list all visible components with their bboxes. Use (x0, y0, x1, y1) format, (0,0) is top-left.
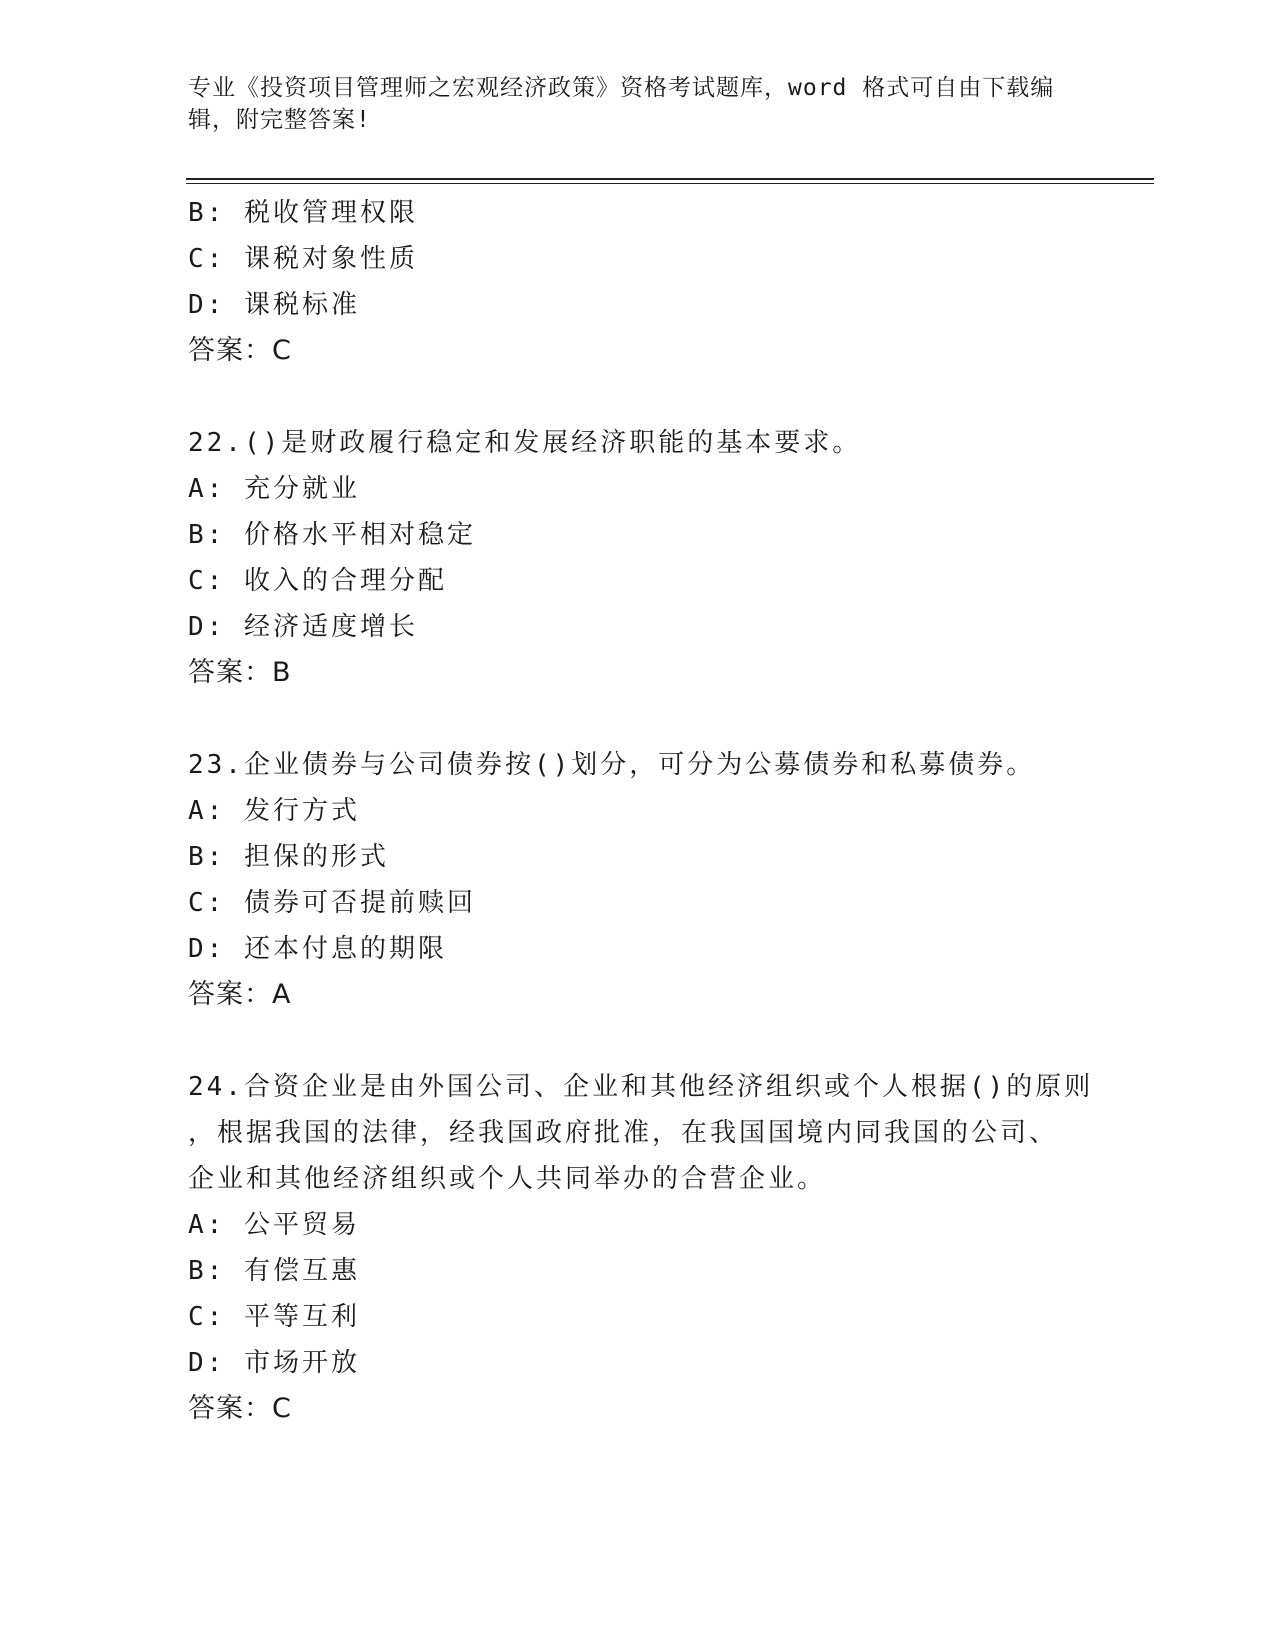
option-b: B: 有偿互惠 (188, 1256, 360, 1286)
question-text-line-1: 24.合资企业是由外国公司、企业和其他经济组织或个人根据()的原则 (188, 1072, 1094, 1102)
option-d: D: 经济适度增长 (188, 612, 418, 642)
question-text: 23.企业债券与公司债券按()划分，可分为公募债券和私募债券。 (188, 750, 1036, 780)
spacer (188, 1018, 1088, 1064)
question-22 (188, 420, 1088, 696)
question-23 (188, 742, 1088, 1018)
spacer (188, 374, 1088, 420)
answer: 答案：A (188, 979, 292, 1010)
spacer (188, 696, 1088, 742)
answer: 答案：B (188, 657, 292, 688)
option-b: B: 税收管理权限 (188, 198, 418, 228)
header-line-1: 专业《投资项目管理师之宏观经济政策》资格考试题库，word 格式可自由下载编 (188, 75, 1055, 101)
answer: 答案：C (188, 335, 292, 366)
option-c: C: 债券可否提前赎回 (188, 888, 476, 918)
option-d: D: 市场开放 (188, 1348, 360, 1378)
question-list (188, 190, 1094, 1432)
answer: 答案：C (188, 1393, 292, 1424)
option-a: A: 发行方式 (188, 796, 360, 826)
question-text-line-2: ，根据我国的法律，经我国政府批准，在我国国境内同我国的公司、 (188, 1118, 1059, 1148)
question-21 (188, 190, 1088, 374)
option-d: D: 课税标准 (188, 290, 360, 320)
question-text: 22.()是财政履行稳定和发展经济职能的基本要求。 (188, 428, 862, 458)
header-line-2: 辑，附完整答案! (188, 107, 371, 133)
header-divider (186, 178, 1154, 184)
option-a: A: 公平贸易 (188, 1210, 360, 1240)
option-c: C: 课税对象性质 (188, 244, 418, 274)
option-b: B: 担保的形式 (188, 842, 389, 872)
document-header (188, 72, 1068, 136)
option-d: D: 还本付息的期限 (188, 934, 447, 964)
option-b: B: 价格水平相对稳定 (188, 520, 476, 550)
option-c: C: 平等互利 (188, 1302, 360, 1332)
question-text (188, 1064, 1094, 1202)
option-a: A: 充分就业 (188, 474, 360, 504)
option-c: C: 收入的合理分配 (188, 566, 447, 596)
question-24 (188, 1064, 1094, 1432)
question-text-line-3: 企业和其他经济组织或个人共同举办的合营企业。 (188, 1164, 827, 1194)
